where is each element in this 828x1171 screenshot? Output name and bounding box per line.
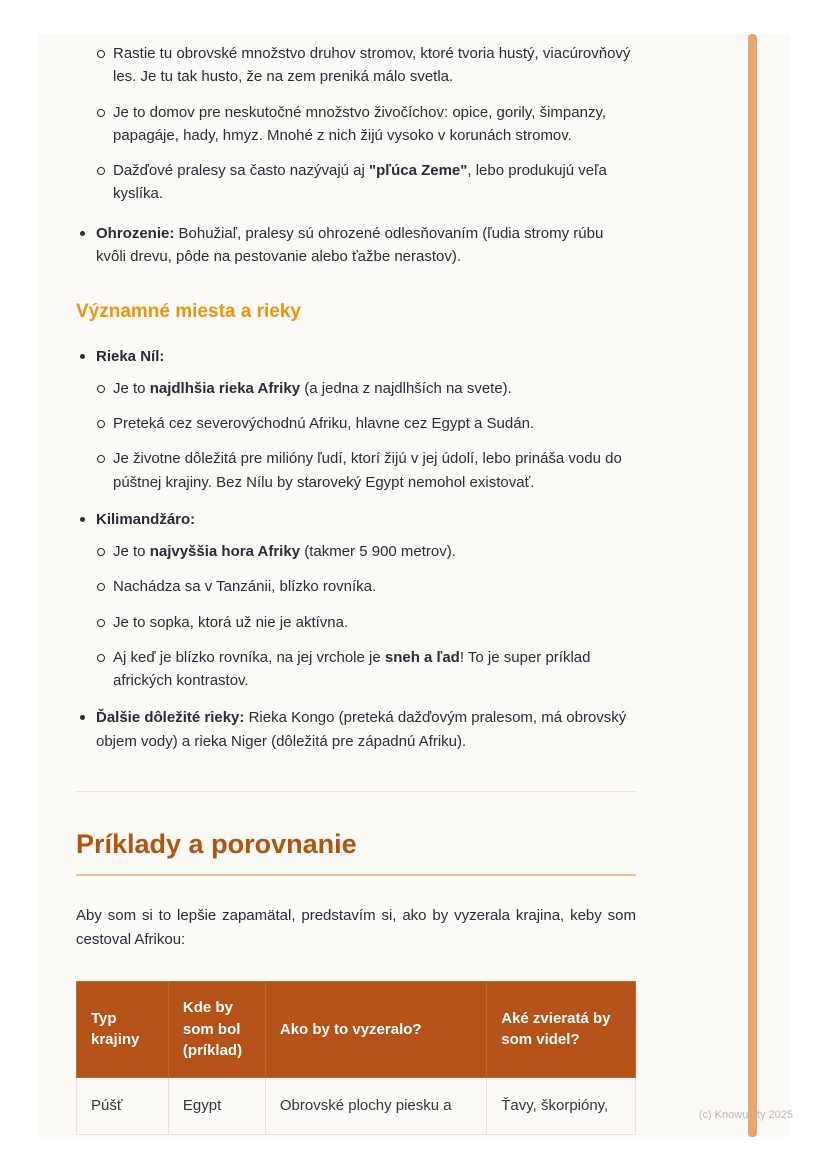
list-item [96, 101, 636, 148]
list-item-text: Rastie tu obrovské množstvo druhov stromov, ktoré tvoria hustý, viacúrovňový les. Je tu tak husto, že na zem preniká málo svetla. [113, 45, 631, 86]
list-item-text: Kilimandžáro: [96, 510, 196, 528]
list-item [96, 377, 636, 400]
forest-facts-list [96, 42, 636, 206]
list-item-text: Je to najdlhšia rieka Afriky (a jedna z najdlhších na svete). [113, 379, 512, 397]
table-cell: Obrovské plochy piesku a [265, 1078, 486, 1135]
list-item [96, 42, 636, 89]
examples-intro-paragraph: Aby som si to lepšie zapamätal, predstavím si, ako by vyzerala krajina, keby som cestoval Afrikou: [76, 907, 636, 948]
list-item [96, 412, 636, 435]
page-edge-bar [748, 34, 757, 1137]
list-item [96, 575, 636, 598]
table-row [77, 1078, 636, 1135]
section-heading-places: Významné miesta a rieky [76, 301, 301, 322]
list-item-text: Preteká cez severovýchodnú Afriku, hlavne cez Egypt a Sudán. [113, 415, 535, 433]
list-item [96, 447, 636, 494]
copyright-watermark: (c) Knowunity 2025 [698, 1109, 793, 1121]
threat-list [76, 222, 636, 269]
list-item-text: Je to najvyššia hora Afriky (takmer 5 900 metrov). [113, 543, 456, 561]
list-item-text: Aj keď je blízko rovníka, na jej vrchole je sneh a ľad! To je super príklad afrických kontrastov. [113, 648, 591, 690]
list-item-text: Ďalšie dôležité rieky: Rieka Kongo (preteká dažďovým pralesom, má obrovský objem vody) a rieka Niger (dôležitá pre západnú Afriku). [96, 709, 627, 750]
list-item-text: Dažďové pralesy sa často nazývajú aj "pľúca Zeme", lebo produkujú veľa kyslíka. [113, 162, 607, 203]
list-item [96, 611, 636, 634]
river-nile-item [76, 345, 636, 494]
table-cell: Egypt [168, 1078, 265, 1135]
list-item-text: Rieka Níl: [96, 347, 165, 365]
list-item [96, 646, 636, 693]
list-item-text: Je to sopka, ktorá už nie je aktívna. [113, 613, 349, 631]
table-header-cell: Typ krajiny [77, 981, 169, 1077]
kilimanjaro-item [76, 508, 636, 693]
table-header-cell: Ako by to vyzeralo? [265, 981, 486, 1077]
places-list [76, 345, 636, 753]
kilimanjaro-sublist [96, 540, 636, 692]
table-cell: Púšť [77, 1078, 169, 1135]
section-divider [76, 791, 636, 792]
list-item-text: Nachádza sa v Tanzánii, blízko rovníka. [113, 578, 377, 596]
page-sheet [38, 34, 790, 1137]
list-item [76, 222, 636, 269]
list-item [96, 159, 636, 206]
table-header-cell: Kde by som bol (príklad) [168, 981, 265, 1077]
comparison-table [76, 981, 636, 1135]
table-header-cell: Aké zvieratá by som videl? [487, 981, 636, 1077]
list-item-text: Je to domov pre neskutočné množstvo živočíchov: opice, gorily, šimpanzy, papagáje, hady, hmyz. Mnohé z nich žijú vysoko v korunách stromov. [113, 103, 607, 144]
list-item-text: Ohrozenie: Bohužiaľ, pralesy sú ohrozené odlesňovaním (ľudia stromy rúbu kvôli drevu, pôde na pestovanie alebo ťažbe nerastov). [96, 224, 604, 265]
list-item [96, 540, 636, 563]
table-cell: Ťavy, škorpióny, [487, 1078, 636, 1135]
table-header-row [77, 981, 636, 1077]
other-rivers-item [76, 706, 636, 753]
nile-sublist [96, 377, 636, 494]
list-item-text: Je životne dôležitá pre milióny ľudí, ktorí žijú v jej údolí, lebo prináša vodu do púštnej krajiny. Bez Nílu by staroveký Egypt nemohol existovať. [113, 450, 622, 491]
section-heading-examples: Príklady a porovnanie [76, 828, 636, 876]
content-column [76, 42, 636, 1135]
